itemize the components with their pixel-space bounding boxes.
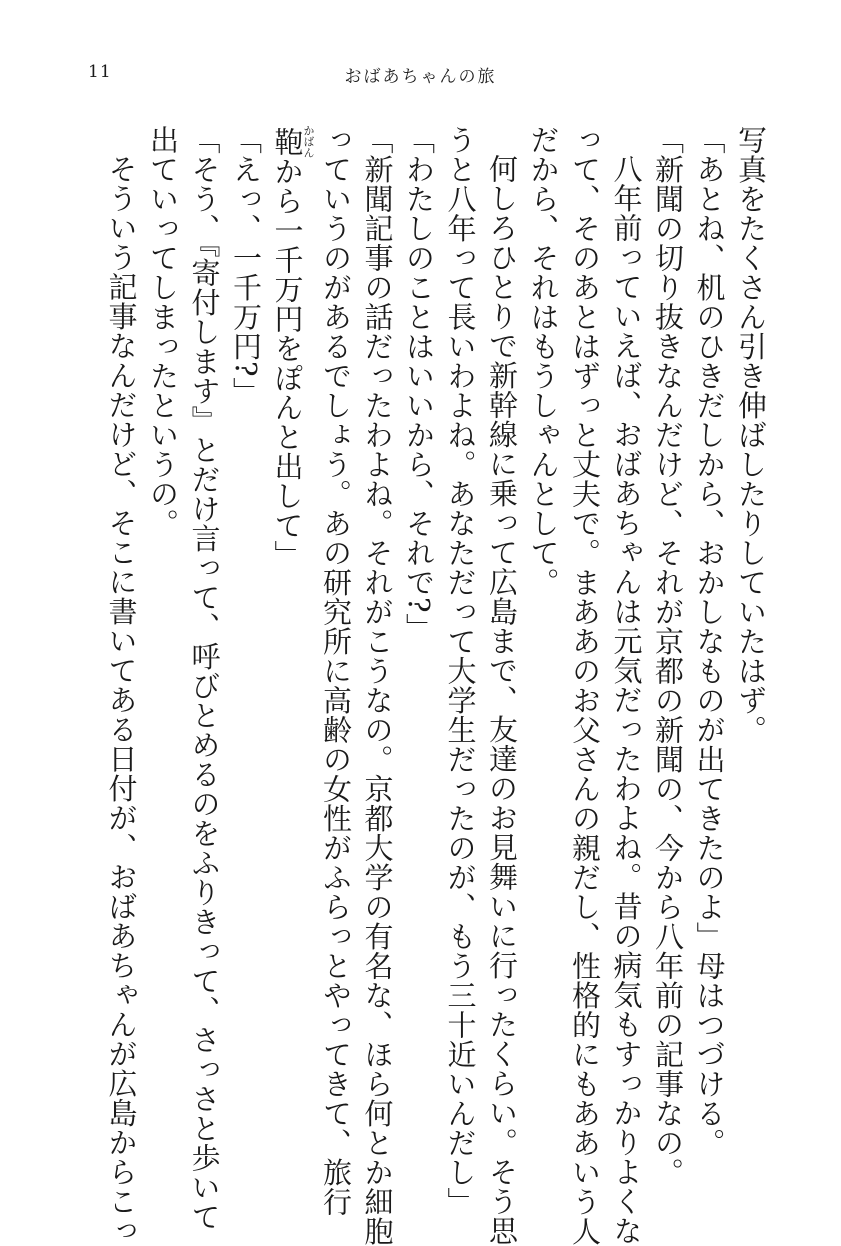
text-line: 「そう、『寄付します』とだけ言って、呼びとめるのをふりきって、さっさと歩いて bbox=[187, 125, 222, 1232]
text-line: っていうのがあるでしょう。あの研究所に高齢の女性がふらっとやってきて、旅行 bbox=[319, 125, 353, 1217]
vertical-text-body bbox=[100, 125, 771, 1246]
text-line: 「えっ、一千万円?」 bbox=[229, 125, 263, 407]
text-line: 何しろひとりで新幹線に乗って広島まで、友達のお見舞いに行ったくらい。そう思 bbox=[485, 154, 519, 1246]
running-title: おばあちゃんの旅 bbox=[344, 67, 497, 87]
text-line-with-ruby bbox=[266, 125, 315, 1125]
text-line-rest: から一千万円をぽんと出して」 bbox=[270, 156, 305, 570]
text-line: うと八年って長いわよね。あなただって大学生だったのが、もう三十近いんだし」 bbox=[443, 125, 478, 1217]
ruby-base: 鞄 bbox=[270, 125, 305, 158]
page-number: 11 bbox=[88, 62, 112, 82]
text-line: って、そのあとはずっと丈夫で。まああのお父さんの親だし、性格的にもああいう人 bbox=[568, 125, 602, 1246]
ruby-reading: かばん bbox=[302, 125, 315, 158]
text-line: 「あとね、机のひきだしから、おかしなものが出てきたのよ」母はつづける。 bbox=[692, 125, 727, 1158]
text-line: だから、それはもうしゃんとして。 bbox=[526, 125, 561, 597]
text-line: 「わたしのことはいいから、それで?」 bbox=[402, 125, 436, 643]
page-header bbox=[0, 62, 841, 86]
text-line: 八年前っていえば、おばあちゃんは元気だったわよね。昔の病気もすっかりよくな bbox=[609, 154, 644, 1246]
ruby-word bbox=[270, 125, 315, 158]
text-line: 出ていってしまったというの。 bbox=[146, 125, 180, 538]
text-line: 写真をたくさん引き伸ばしたりしていたはず。 bbox=[734, 125, 768, 745]
text-line: 「新聞記事の話だったわよね。それがこうなの。京都大学の有名な、ほら何とか細胞 bbox=[360, 125, 395, 1246]
text-line: そういう記事なんだけど、そこに書いてある日付が、おばあちゃんが広島からこっ bbox=[104, 154, 139, 1246]
text-line: 「新聞の切り抜きなんだけど、それが京都の新聞の、今から八年前の記事なの。 bbox=[651, 125, 685, 1187]
